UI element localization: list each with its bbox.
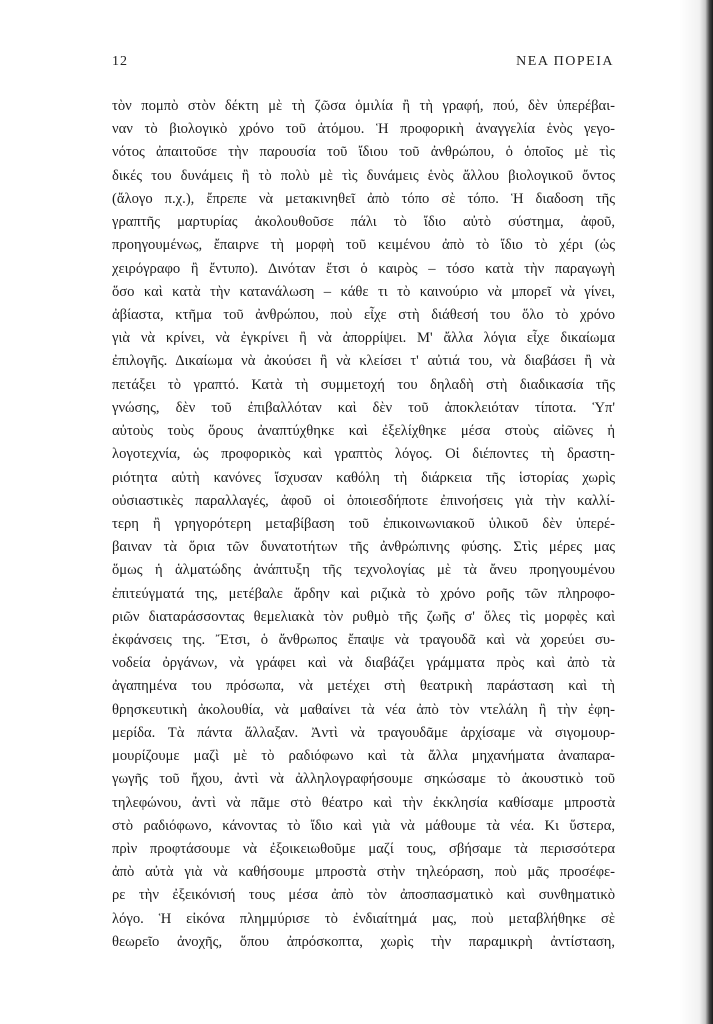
text-line: ἀπὸ αὐτὰ γιὰ νὰ καθήσουμε μπροστὰ στὴν τηλεόραση, ποὺ μᾶς προσέφε- (112, 864, 615, 881)
text-line: γραπτῆς μαρτυρίας ἀκολουθοῦσε πάλι τὸ ἴδιο αὐτὸ σύστημα, ἀφοῦ, (112, 214, 615, 231)
text-line: βαιναν τὰ ὅρια τῶν δυνατοτήτων τῆς ἀνθρώπινης φύσης. Στὶς μέρες μας (112, 539, 615, 556)
text-line: δικές του δυνάμεις ἢ τὸ πολὺ μὲ τὶς δυνάμεις ἑνὸς ἄλλου βιολογικοῦ ὄντος (112, 167, 615, 184)
text-line: λόγο. Ἡ εἰκόνα πλημμύρισε τὸ ἐνδιαίτημά μας, ποὺ μεταβλήθηκε σὲ (112, 910, 615, 927)
text-line: γωγῆς τοῦ ἤχου, ἀντὶ νὰ ἀλληλογραφήσουμε σηκώσαμε τὸ ἀκουστικὸ τοῦ (112, 771, 615, 788)
text-line: ἀγαπημένα του πρόσωπα, νὰ μετέχει στὴ θεατρικὴ παράσταση καὶ τὴ (112, 678, 615, 695)
text-line: τηλεφώνου, ἀντὶ νὰ πᾶμε στὸ θέατρο καὶ τὴν ἐκκλησία καθίσαμε μπροστὰ (112, 794, 615, 811)
text-line: (ἄλογο π.χ.), ἔπρεπε νὰ μετακινηθεῖ ἀπὸ τόπο σὲ τόπο. Ἡ διαδοση τῆς (112, 190, 615, 207)
text-line: στὸ ραδιόφωνο, κάνοντας τὸ ἴδιο καὶ γιὰ νὰ μάθουμε τὰ νέα. Κι ὕστερα, (112, 817, 615, 834)
text-line: λογοτεχνία, ὡς προφορικὸς καὶ γραπτὸς λόγος. Οἱ διέποντες τὴ δραστη- (112, 446, 615, 463)
text-line: θεωρεῖο ἀνοχῆς, ὅπου ἀπρόσκοπτα, χωρὶς τὴν παραμικρὴ ἀντίσταση, (112, 933, 615, 950)
text-line: ἐπιτεύγματά της, μετέβαλε ἄρδην καὶ ριζικὰ τὸ χρόνο ροῆς τῶν πληροφο- (112, 585, 615, 602)
text-line: αὐτοὺς τοὺς ὅρους ἀναπτύχθηκε καὶ ἐξελίχθηκε μέσα στοὺς αἰῶνες ἡ (112, 423, 615, 440)
text-line: γνώσης, δὲν τοῦ ἐπιβαλλόταν καὶ δὲν τοῦ ἀποκλειόταν τίποτα. Ὑπ' (112, 399, 615, 416)
text-line: ἐπιλογῆς. Δικαίωμα νὰ ἀκούσει ἢ νὰ κλείσει τ' αὐτιά του, νὰ διαβάσει ἢ νὰ (112, 353, 615, 370)
text-line: ρε τὴν ἐξεικόνισή τους μέσα ἀπὸ τὸν ἀποσπασματικὸ καὶ συνθηματικὸ (112, 887, 615, 904)
running-head-title: ΝΕΑ ΠΟΡΕΙΑ (516, 54, 614, 69)
text-line: μουρίζουμε μαζὶ μὲ τὸ ραδιόφωνο καὶ τὰ ἄλλα μηχανήματα ἀναπαρα- (112, 748, 615, 765)
text-line: ριῶν διαταράσσοντας θεμελιακὰ τὸν ρυθμὸ τῆς ζωῆς σ' ὅλες τὶς μορφὲς καὶ (112, 608, 615, 625)
text-line: ριότητα αὐτὴ κανόνες ἴσχυσαν καθόλη τὴ διάρκεια τῆς ἱστορίας χωρὶς (112, 469, 615, 486)
text-line: γιὰ νὰ κρίνει, νὰ ἐγκρίνει ἢ νὰ ἀπορρίψει. Μ' ἄλλα λόγια εἶχε δικαίωμα (112, 330, 615, 347)
text-line: πρὶν προφτάσουμε νὰ ἐξοικειωθοῦμε μαζί τους, σβήσαμε τὰ περισσότερα (112, 841, 615, 857)
text-line: ἀβίαστα, κτῆμα τοῦ ἀνθρώπου, ποὺ εἶχε στὴ διάθεσή του ὅλο τὸ χρόνο (112, 306, 615, 323)
book-spine-edge (699, 0, 713, 1024)
text-line: οὐσιαστικὲς παραλλαγές, ἀφοῦ οἱ ὁποιεσδήποτε ἐπινοήσεις γιὰ τὴν καλλί- (112, 492, 615, 509)
page-gutter-shadow (679, 0, 699, 1024)
page-number: 12 (112, 54, 128, 69)
text-line: νοδεία ὀργάνων, νὰ γράφει καὶ νὰ διαβάζει γράμματα πρὸς καὶ ἀπὸ τὰ (112, 655, 615, 672)
text-line: νότος ἀπαιτοῦσε τὴν παρουσία τοῦ ἴδιου τοῦ ἀνθρώπου, ὁ ὁποῖος μὲ τὶς (112, 144, 615, 161)
text-line: ναν τὸ βιολογικὸ χρόνο τοῦ ἀτόμου. Ἡ προφορικὴ ἀναγγελία ἑνὸς γεγο- (112, 121, 615, 138)
text-line: πετάξει τὸ γραπτό. Κατὰ τὴ συμμετοχή του δηλαδὴ στὴ διαδικασία τῆς (112, 376, 615, 393)
text-line: ἐκφάνσεις της. Ἔτσι, ὁ ἄνθρωπος ἔπαψε νὰ τραγουδᾶ καὶ νὰ χορεύει συ- (112, 632, 615, 649)
running-head (112, 54, 614, 74)
text-line: τερη ἢ γρηγορότερη μεταβίβαση τοῦ ἐπικοινωνιακοῦ ὑλικοῦ δὲν ὑπερέ- (112, 515, 615, 532)
text-line: ὅμως ἡ ἁλματώδης ἀνάπτυξη τῆς τεχνολογίας μὲ τὰ ἄνευ προηγουμένου (112, 562, 615, 579)
text-line: προηγουμένως, ἔπαιρνε τὴ μορφὴ τοῦ κειμένου ἀπὸ τὸ ἴδιο τὸ χέρι (ὡς (112, 237, 615, 254)
text-line: θρησκευτικὴ ἀκολουθία, νὰ μαθαίνει τὰ νέα ἀπὸ τὸν ντελάλη ἢ τὴν ἐφη- (112, 701, 615, 718)
text-line: ὅσο καὶ κατὰ τὴν κατανάλωση – κάθε τι τὸ καινούριο νὰ μπορεῖ νὰ γίνει, (112, 283, 615, 300)
body-paragraph (112, 95, 615, 954)
text-line: χειρόγραφο ἢ ἔντυπο). Δινόταν ἔτσι ὁ καιρὸς – τόσο κατὰ τὴν παραγωγὴ (112, 260, 615, 277)
text-line: τὸν πομπὸ στὸν δέκτη μὲ τὴ ζῶσα ὁμιλία ἢ τὴ γραφή, πού, δὲν ὑπερέβαι- (112, 98, 615, 114)
text-line: μερίδα. Τὰ πάντα ἄλλαξαν. Ἀντὶ νὰ τραγουδᾶμε ἀρχίσαμε νὰ σιγομουρ- (112, 724, 615, 741)
